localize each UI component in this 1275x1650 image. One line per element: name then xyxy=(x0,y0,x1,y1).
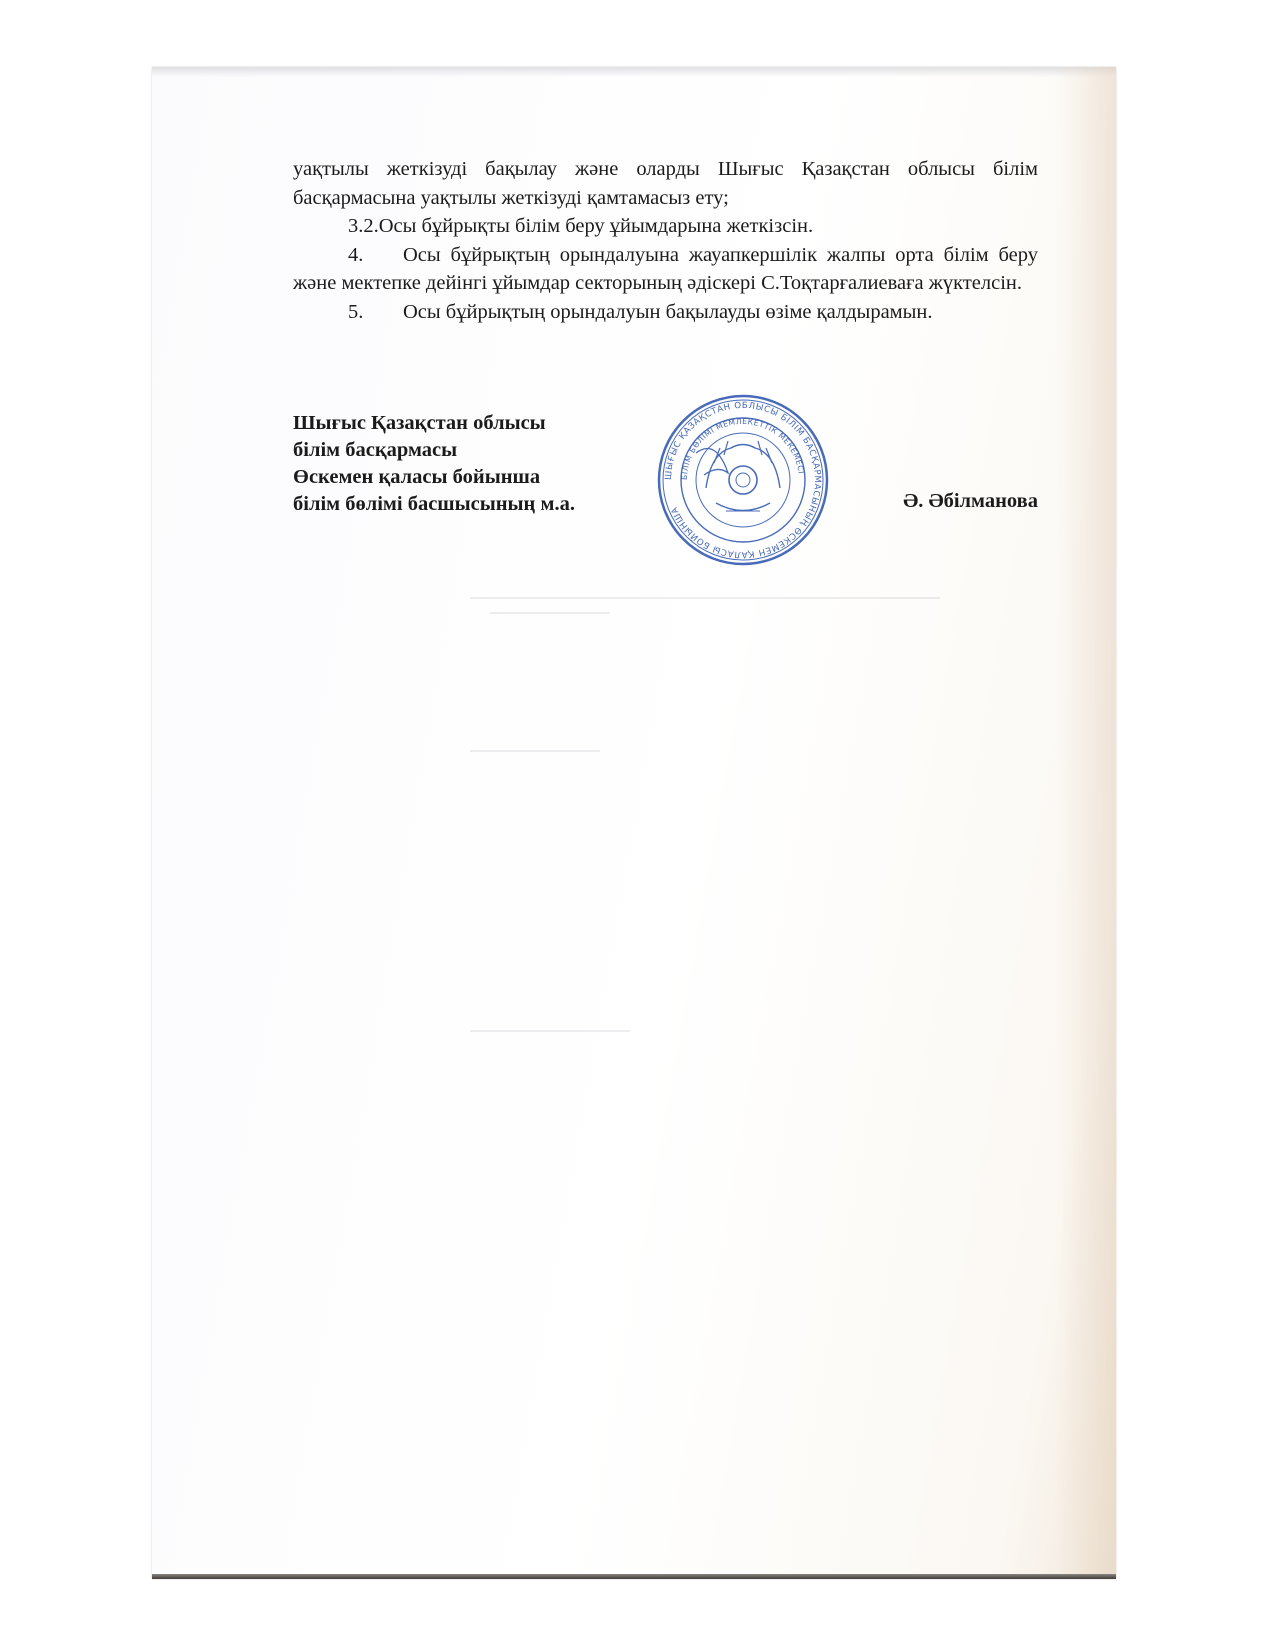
paragraph-4 xyxy=(293,241,1038,298)
show-through-line xyxy=(470,750,600,752)
sheet-right-shade xyxy=(1056,67,1116,1579)
paragraph-text: Осы бұйрықтың орындалуына жауапкершілік жалпы орта білім беру және мектепке дейінгі ұйымдар секторының әдіскері С.Тоқтарғалиеваға жүктелсін. xyxy=(293,243,1038,294)
show-through-line xyxy=(470,1030,630,1032)
signatory-name: Ә. Әбілманова xyxy=(903,490,1038,512)
paragraph-continuation: уақтылы жеткізуді бақылау және оларды Шығыс Қазақстан облысы білім басқармасына уақтылы жеткізуді қамтамасыз ету; xyxy=(293,158,1038,209)
sheet-bottom-edge xyxy=(152,1574,1116,1579)
paragraph-number: 5. xyxy=(348,300,364,323)
paragraph-number: 4. xyxy=(348,243,364,266)
show-through-line xyxy=(490,612,610,614)
paragraph-3-2: 3.2.Осы бұйрықты білім беру ұйымдарына жеткізсін. xyxy=(348,215,814,237)
signature-line: Өскемен қаласы бойынша xyxy=(293,466,541,488)
paragraph-5 xyxy=(293,298,1038,327)
signature-title-block xyxy=(293,410,575,518)
signature-line: Шығыс Қазақстан облысы xyxy=(293,412,546,434)
paragraph-text: Осы бұйрықтың орындалуын бақылауды өзіме қалдырамын. xyxy=(403,300,933,323)
sheet-top-shadow xyxy=(152,67,1116,77)
svg-text:ШЫҒЫС ҚАЗАҚСТАН ОБЛЫСЫ БІЛІМ Б: ШЫҒЫС ҚАЗАҚСТАН ОБЛЫСЫ БІЛІМ БАСҚАРМАСЫНЫҢ ӨСКЕМЕН ҚАЛАСЫ БОЙЫНША xyxy=(663,400,823,560)
official-seal xyxy=(656,393,830,567)
show-through-line xyxy=(470,597,940,599)
document-body xyxy=(293,155,1038,326)
svg-text:БІЛІМ БӨЛІМІ МЕМЛЕКЕТТІК МЕКЕМ: БІЛІМ БӨЛІМІ МЕМЛЕКЕТТІК МЕКЕМЕСІ xyxy=(679,416,806,481)
signature-line: білім бөлімі басшысының м.а. xyxy=(293,493,575,515)
signature-line: білім басқармасы xyxy=(293,439,458,461)
